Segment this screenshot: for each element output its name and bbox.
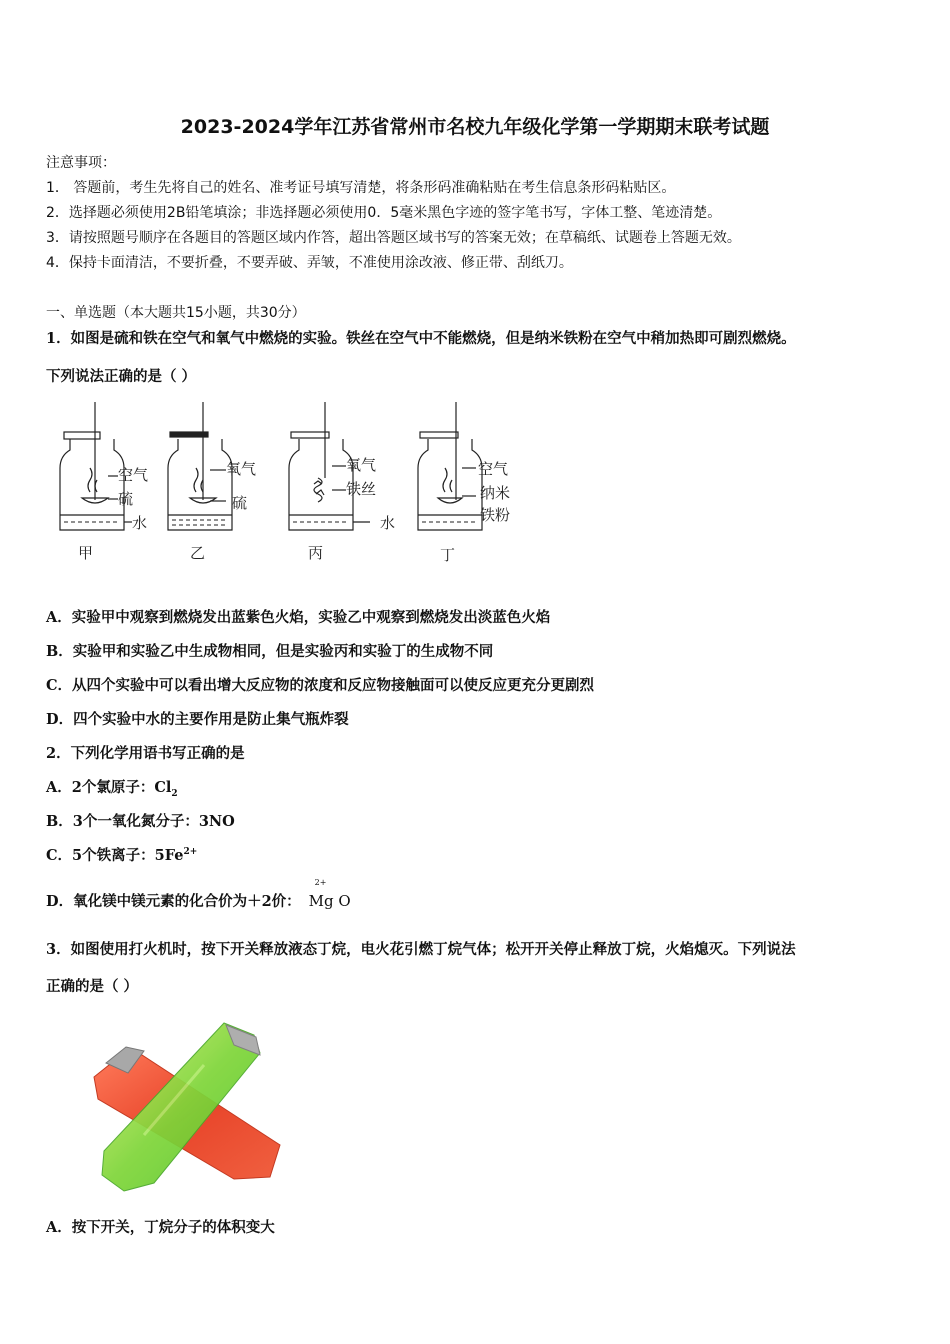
jar2-gas-label: 氧气 xyxy=(226,460,257,478)
q2-option-a xyxy=(46,776,178,799)
jar4-name: 丁 xyxy=(440,546,456,564)
jar3-substance-label: 铁丝 xyxy=(346,480,377,498)
jar1-name: 甲 xyxy=(78,544,94,562)
jar4-gas-label: 空气 xyxy=(478,460,509,478)
notice-item-1: 1． 答题前，考生先将自己的姓名、准考证号填写清楚，将条形码准确粘贴在考生信息条形码粘贴区。 xyxy=(46,180,676,196)
q2-option-b: B．3个一氧化氮分子：3NO xyxy=(46,813,235,830)
q3-option-a: A．按下开关，丁烷分子的体积变大 xyxy=(46,1219,275,1236)
q1-option-b: B．实验甲和实验乙中生成物相同，但是实验丙和实验丁的生成物不同 xyxy=(46,643,494,660)
q1-option-d: D．四个实验中水的主要作用是防止集气瓶炸裂 xyxy=(46,711,349,728)
jar3-name: 丙 xyxy=(308,544,324,562)
jar4-substance-label-1: 纳米 xyxy=(480,484,511,502)
jar1-substance-label: 硫 xyxy=(118,490,134,508)
q2-option-c-text: C．5个铁离子：5Fe xyxy=(46,847,184,864)
notice-item-3: 3．请按照题号顺序在各题目的答题区域内作答，超出答题区域书写的答案无效；在草稿纸、试题卷上答题无效。 xyxy=(46,230,741,246)
jar4-substance-label-2: 铁粉 xyxy=(480,506,511,524)
jar3-gas-label: 氧气 xyxy=(346,456,377,474)
q1-figure xyxy=(50,398,530,568)
q1-option-a: A．实验甲中观察到燃烧发出蓝紫色火焰，实验乙中观察到燃烧发出淡蓝色火焰 xyxy=(46,609,551,626)
q2-option-d-text: D．氧化镁中镁元素的化合价为＋2价： xyxy=(46,893,301,910)
q2-option-c-superscript: 2+ xyxy=(183,847,198,858)
jar2-name: 乙 xyxy=(190,544,206,562)
mgo-valence: 2+ xyxy=(314,878,327,887)
q1-stem: 1．如图是硫和铁在空气和氧气中燃烧的实验。铁丝在空气中不能燃烧，但是纳米铁粉在空气中稍加热即可剧烈燃烧。 xyxy=(46,330,796,347)
jar3-water-label: 水 xyxy=(380,514,396,532)
q1-stem-2: 下列说法正确的是（ ） xyxy=(46,368,197,385)
jar1-water-label: 水 xyxy=(132,514,148,532)
q2-option-c xyxy=(46,844,197,865)
notice-heading: 注意事项： xyxy=(46,155,116,171)
q2-option-a-subscript: 2 xyxy=(171,788,178,799)
lighters-image xyxy=(84,1015,294,1195)
q1-option-c: C．从四个实验中可以看出增大反应物的浓度和反应物接触面可以使反应更充分更剧烈 xyxy=(46,677,595,694)
q2-option-a-text: A．2个氯原子：Cl xyxy=(46,779,172,796)
q2-stem: 2．下列化学用语书写正确的是 xyxy=(46,745,245,762)
jar1-gas-label: 空气 xyxy=(118,466,149,484)
notice-item-2: 2．选择题必须使用2B铅笔填涂；非选择题必须使用0．5毫米黑色字迹的签字笔书写，字体工整、笔迹清楚。 xyxy=(46,205,722,221)
q3-stem-2: 正确的是（ ） xyxy=(46,978,139,995)
q2-option-d xyxy=(46,878,351,911)
mgo-formula xyxy=(308,878,351,910)
notice-item-4: 4．保持卡面清洁，不要折叠，不要弄破、弄皱，不准使用涂改液、修正带、刮纸刀。 xyxy=(46,255,573,271)
mgo-text: Mg O xyxy=(308,892,351,910)
jar2-substance-label: 硫 xyxy=(232,494,248,512)
page-title: 2023-2024学年江苏省常州市名校九年级化学第一学期期末联考试题 xyxy=(180,116,770,138)
q3-stem: 3．如图使用打火机时，按下开关释放液态丁烷，电火花引燃丁烷气体；松开开关停止释放丁烷，火焰熄灭。下列说法 xyxy=(46,941,796,958)
section-heading: 一、单选题（本大题共15小题，共30分） xyxy=(46,305,306,321)
